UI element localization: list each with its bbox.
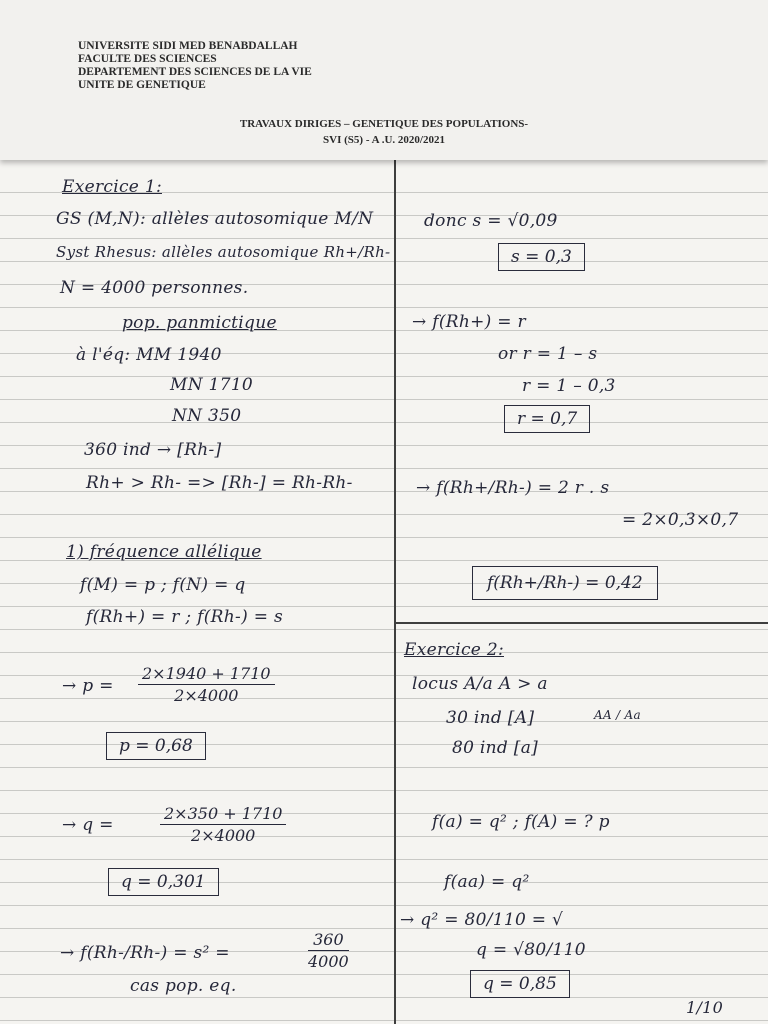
note-line: à l'éq: MM 1940 [76, 345, 222, 365]
note-line: f(a) = q² ; f(A) = ? p [432, 812, 610, 832]
note-line: q = √80/110 [476, 940, 586, 960]
question-title: 1) fréquence allélique [66, 542, 262, 562]
course-title: TRAVAUX DIRIGES – GENETIQUE DES POPULATIONS- [239, 118, 529, 130]
q-equation-lhs: → q = [62, 815, 114, 835]
q-result-box: q = 0,301 [108, 868, 219, 896]
q-final-result-box: q = 0,85 [470, 970, 570, 998]
q-denominator: 2×4000 [191, 826, 256, 845]
exercise-divider [394, 622, 768, 624]
exercise-2-title: Exercice 2: [404, 640, 504, 660]
institution-line: FACULTE DES SCIENCES [78, 53, 217, 65]
note-line: → f(Rh+) = r [412, 312, 526, 332]
genotype-note: AA / Aa [594, 708, 641, 722]
note-line: = 2×0,3×0,7 [622, 510, 739, 530]
note-line: Syst Rhesus: allèles autosomique Rh+/Rh- [56, 243, 391, 261]
note-line: or r = 1 – s [498, 344, 598, 364]
p-result-box: p = 0,68 [106, 732, 206, 760]
p-denominator: 2×4000 [174, 686, 239, 705]
institution-block [78, 40, 312, 92]
note-line: 80 ind [a] [452, 738, 539, 758]
rh-heterozygote-result-box: f(Rh+/Rh-) = 0,42 [472, 566, 658, 600]
q-numerator: 2×350 + 1710 [160, 804, 286, 825]
note-line: GS (M,N): allèles autosomique M/N [56, 209, 374, 229]
exercise-1-title: Exercice 1: [62, 177, 162, 197]
note-line: f(aa) = q² [444, 872, 530, 892]
s-numerator: 360 [308, 930, 349, 951]
column-divider [394, 160, 396, 1024]
s-equation-lhs: → f(Rh-/Rh-) = s² = [60, 943, 230, 963]
note-line: MN 1710 [170, 375, 254, 395]
p-fraction [138, 664, 275, 705]
note-line: Rh+ > Rh- => [Rh-] = Rh-Rh- [86, 473, 353, 493]
note-line: f(M) = p ; f(N) = q [80, 575, 246, 595]
note-line: pop. panmictique [122, 313, 277, 333]
institution-line: UNIVERSITE SIDI MED BENABDALLAH [78, 40, 298, 52]
note-line: f(Rh+) = r ; f(Rh-) = s [86, 607, 283, 627]
printed-header [0, 0, 768, 160]
note-line: 30 ind [A] [446, 708, 535, 728]
note-line: → q² = 80/110 = √ [400, 910, 564, 930]
s-fraction [308, 930, 349, 971]
note-line: cas pop. eq. [130, 976, 237, 996]
p-numerator: 2×1940 + 1710 [138, 664, 275, 685]
r-result-box: r = 0,7 [504, 405, 590, 433]
note-line: 360 ind → [Rh-] [84, 440, 222, 460]
note-line: N = 4000 personnes. [60, 278, 249, 298]
note-line: locus A/a A > a [412, 674, 548, 694]
note-line: r = 1 – 0,3 [522, 376, 616, 396]
p-equation-lhs: → p = [62, 676, 114, 696]
note-line: → f(Rh+/Rh-) = 2 r . s [416, 478, 610, 498]
q-fraction [160, 804, 286, 845]
course-subtitle: SVI (S5) - A .U. 2020/2021 [323, 134, 445, 146]
institution-line: UNITE DE GENETIQUE [78, 79, 206, 91]
s-denominator: 4000 [308, 952, 349, 971]
note-line: NN 350 [172, 406, 242, 426]
institution-line: DEPARTEMENT DES SCIENCES DE LA VIE [78, 66, 312, 78]
s-result-box: s = 0,3 [498, 243, 585, 271]
bleed-through-text [600, 38, 760, 102]
note-line: donc s = √0,09 [424, 211, 558, 231]
page-number: 1/10 [686, 998, 724, 1017]
